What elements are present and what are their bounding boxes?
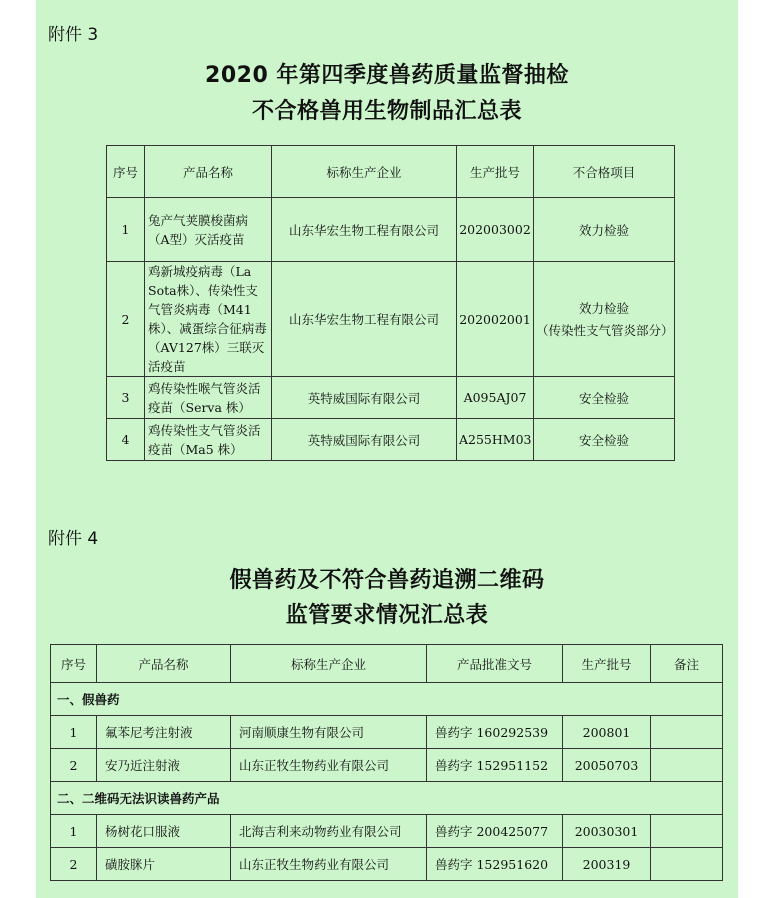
row-product: 磺胺脒片 bbox=[97, 848, 231, 881]
section-title: 二、二维码无法识读兽药产品 bbox=[51, 782, 723, 815]
row-approval: 兽药字 160292539 bbox=[427, 716, 563, 749]
row-no: 4 bbox=[107, 419, 145, 461]
row-product: 杨树花口服液 bbox=[97, 815, 231, 848]
row-batch: 202002001 bbox=[457, 262, 534, 377]
row-product: 兔产气荚膜梭菌病（A型）灭活疫苗 bbox=[145, 198, 272, 262]
table-row bbox=[107, 377, 675, 419]
row-no: 2 bbox=[51, 848, 97, 881]
row-batch: 20030301 bbox=[563, 815, 651, 848]
header-product: 产品名称 bbox=[145, 146, 272, 198]
table-row bbox=[51, 716, 723, 749]
section-row bbox=[51, 782, 723, 815]
row-batch: 200801 bbox=[563, 716, 651, 749]
table-row bbox=[107, 419, 675, 461]
attachment-3-title-line1: 2020 年第四季度兽药质量监督抽检 bbox=[205, 63, 569, 88]
attachment-3-label: 附件 3 bbox=[48, 25, 99, 45]
row-company: 山东华宏生物工程有限公司 bbox=[272, 262, 457, 377]
table-header-row bbox=[107, 146, 675, 198]
table-row bbox=[107, 262, 675, 377]
row-product: 鸡传染性喉气管炎活疫苗（Serva 株） bbox=[145, 377, 272, 419]
document-page bbox=[36, 0, 738, 898]
row-company: 山东正牧生物药业有限公司 bbox=[231, 749, 427, 782]
row-product: 鸡传染性支气管炎活疫苗（Ma5 株） bbox=[145, 419, 272, 461]
row-product: 氟苯尼考注射液 bbox=[97, 716, 231, 749]
row-product: 安乃近注射液 bbox=[97, 749, 231, 782]
header-approval: 产品批准文号 bbox=[427, 645, 563, 683]
row-note bbox=[651, 716, 723, 749]
header-batch: 生产批号 bbox=[457, 146, 534, 198]
row-no: 3 bbox=[107, 377, 145, 419]
table-header-row bbox=[51, 645, 723, 683]
row-company: 北海吉利来动物药业有限公司 bbox=[231, 815, 427, 848]
row-company: 山东华宏生物工程有限公司 bbox=[272, 198, 457, 262]
row-batch: 202003002 bbox=[457, 198, 534, 262]
attachment-4-label: 附件 4 bbox=[48, 529, 99, 549]
row-company: 英特威国际有限公司 bbox=[272, 419, 457, 461]
section-title: 一、假兽药 bbox=[51, 683, 723, 716]
table-row bbox=[107, 198, 675, 262]
header-company: 标称生产企业 bbox=[272, 146, 457, 198]
header-batch: 生产批号 bbox=[563, 645, 651, 683]
row-no: 2 bbox=[107, 262, 145, 377]
row-failed-item: 安全检验 bbox=[534, 419, 675, 461]
row-note bbox=[651, 848, 723, 881]
header-failed-item: 不合格项目 bbox=[534, 146, 675, 198]
row-product: 鸡新城疫病毒（La Sota株）、传染性支气管炎病毒（M41 株）、减蛋综合征病毒（AV127株）三联灭活疫苗 bbox=[145, 262, 272, 377]
section-row bbox=[51, 683, 723, 716]
row-batch: 20050703 bbox=[563, 749, 651, 782]
row-company: 河南顺康生物有限公司 bbox=[231, 716, 427, 749]
table-row bbox=[51, 749, 723, 782]
header-note: 备注 bbox=[651, 645, 723, 683]
failed-item-detail: （传染性支气管炎部分） bbox=[536, 323, 674, 338]
failed-item-text: 效力检验 bbox=[578, 301, 629, 316]
row-approval: 兽药字 152951620 bbox=[427, 848, 563, 881]
table-row bbox=[51, 848, 723, 881]
row-approval: 兽药字 200425077 bbox=[427, 815, 563, 848]
failed-item-text: 效力检验 bbox=[578, 222, 629, 238]
table-row bbox=[51, 815, 723, 848]
row-note bbox=[651, 815, 723, 848]
row-no: 1 bbox=[51, 716, 97, 749]
row-note bbox=[651, 749, 723, 782]
row-company: 英特威国际有限公司 bbox=[272, 377, 457, 419]
header-no: 序号 bbox=[107, 146, 145, 198]
row-no: 1 bbox=[107, 198, 145, 262]
attachment-4-title-line2: 监管要求情况汇总表 bbox=[285, 603, 489, 628]
counterfeit-drugs-table bbox=[50, 644, 723, 881]
row-no: 2 bbox=[51, 749, 97, 782]
header-no: 序号 bbox=[51, 645, 97, 683]
row-company: 山东正牧生物药业有限公司 bbox=[231, 848, 427, 881]
row-failed-item: 安全检验 bbox=[534, 377, 675, 419]
unqualified-products-table bbox=[106, 145, 675, 461]
row-failed-item bbox=[534, 198, 675, 262]
row-no: 1 bbox=[51, 815, 97, 848]
row-failed-item bbox=[534, 262, 675, 377]
attachment-4-title-line1: 假兽药及不符合兽药追溯二维码 bbox=[229, 568, 545, 593]
header-company: 标称生产企业 bbox=[231, 645, 427, 683]
row-batch: 200319 bbox=[563, 848, 651, 881]
header-product: 产品名称 bbox=[97, 645, 231, 683]
attachment-3-title-line2: 不合格兽用生物制品汇总表 bbox=[251, 99, 522, 124]
row-batch: A255HM03 bbox=[457, 419, 534, 461]
row-approval: 兽药字 152951152 bbox=[427, 749, 563, 782]
row-batch: A095AJ07 bbox=[457, 377, 534, 419]
